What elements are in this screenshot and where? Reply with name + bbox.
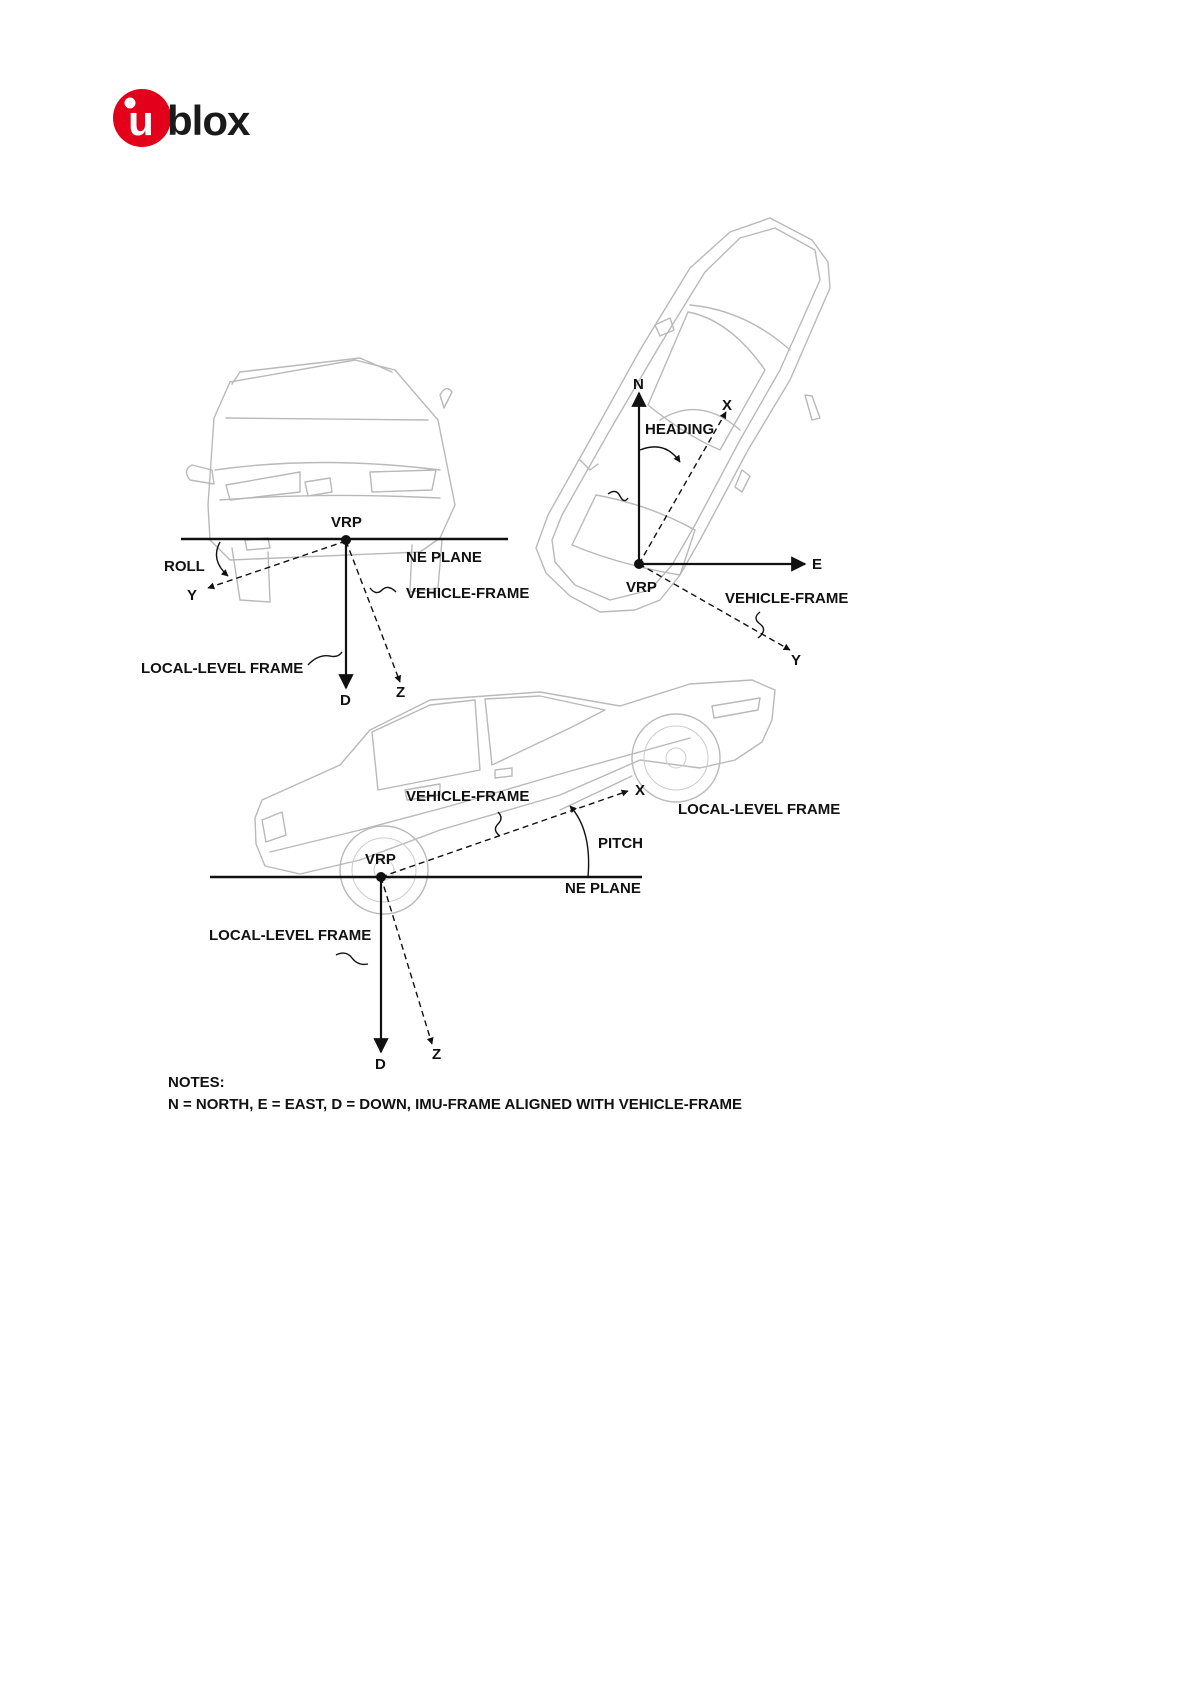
side-ne-plane-label: NE PLANE <box>565 880 641 897</box>
side-local-level-frame-right-label: LOCAL-LEVEL FRAME <box>678 801 841 818</box>
front-local-level-squiggle <box>308 652 342 665</box>
logo-letter-u: u <box>128 97 154 144</box>
front-vehicle-frame-label: VEHICLE-FRAME <box>406 585 530 602</box>
side-x-label: X <box>635 782 646 799</box>
heading-label: HEADING <box>645 421 715 438</box>
side-view-axes <box>210 791 642 1052</box>
vehicle-frame-diagram <box>126 195 916 1130</box>
top-y-label: Y <box>791 652 802 669</box>
front-z-label: Z <box>396 684 406 701</box>
side-vrp-point <box>376 872 386 882</box>
front-vrp-label: VRP <box>331 514 362 531</box>
top-view-car-sketch <box>536 218 830 612</box>
front-local-level-frame-label: LOCAL-LEVEL FRAME <box>141 660 304 677</box>
front-vehicle-frame-squiggle <box>370 587 396 592</box>
notes-text: N = NORTH, E = EAST, D = DOWN, IMU-FRAME ALIGNED WITH VEHICLE-FRAME <box>168 1096 743 1113</box>
notes-title: NOTES: <box>168 1074 225 1091</box>
side-local-level-frame-left-label: LOCAL-LEVEL FRAME <box>209 927 372 944</box>
front-z-axis <box>346 541 400 682</box>
front-y-axis <box>208 541 346 588</box>
roll-arc <box>216 542 228 576</box>
ublox-logo <box>112 86 272 150</box>
top-vehicle-frame-squiggle <box>756 612 764 638</box>
top-e-label: E <box>812 556 823 573</box>
logo-wordmark: blox <box>167 97 250 144</box>
front-y-label: Y <box>187 587 198 604</box>
pitch-label: PITCH <box>598 835 643 852</box>
side-vehicle-frame-squiggle <box>495 812 501 836</box>
top-vehicle-frame-label: VEHICLE-FRAME <box>725 590 849 607</box>
top-vrp-label: VRP <box>626 579 657 596</box>
front-d-label: D <box>340 692 351 709</box>
pitch-arc <box>570 806 589 877</box>
side-d-label: D <box>375 1056 386 1073</box>
side-vehicle-frame-label: VEHICLE-FRAME <box>406 788 530 805</box>
side-vrp-label: VRP <box>365 851 396 868</box>
heading-arc <box>640 447 680 462</box>
top-vrp-point <box>634 559 644 569</box>
front-ne-plane-label: NE PLANE <box>406 549 482 566</box>
front-vrp-point <box>341 535 351 545</box>
top-n-label: N <box>633 376 644 393</box>
side-z-label: Z <box>432 1046 442 1063</box>
roll-label: ROLL <box>164 558 205 575</box>
side-local-level-squiggle <box>336 953 368 964</box>
top-x-label: X <box>722 397 733 414</box>
